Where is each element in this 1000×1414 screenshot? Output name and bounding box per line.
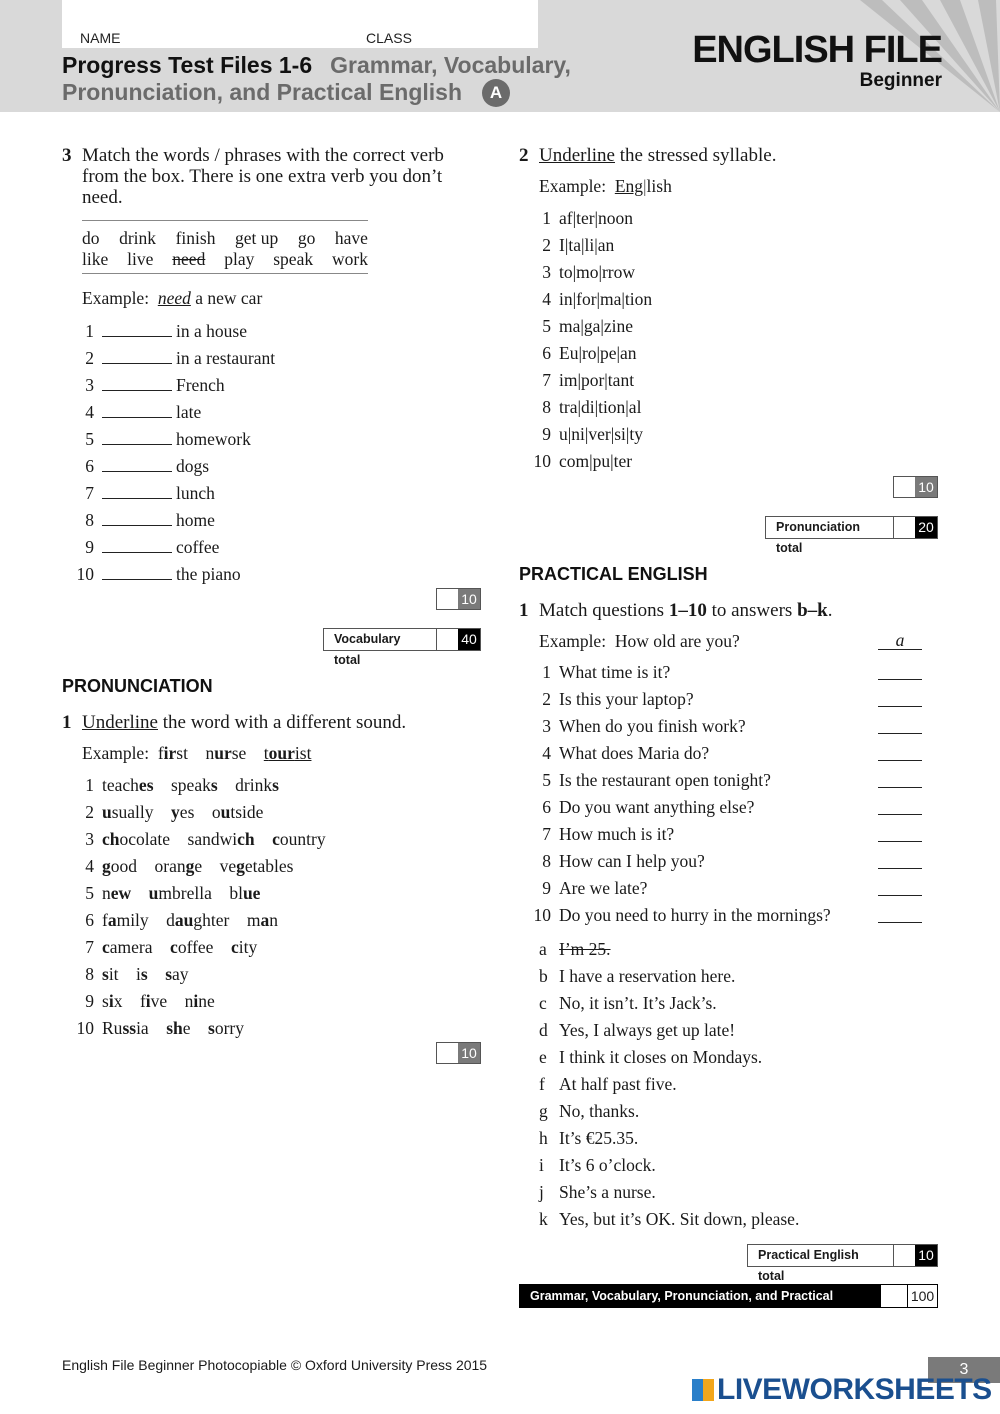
- grand-total-box: Grammar, Vocabulary, Pronunciation, and Practical English total 100: [519, 1284, 938, 1308]
- practical-question: 10 Do you need to hurry in the mornings?: [533, 905, 831, 925]
- practical-answer: i It’s 6 o’clock.: [539, 1155, 656, 1175]
- pron-q1-example: Example: first nurse tourist: [82, 743, 312, 763]
- pronunciation-heading: PRONUNCIATION: [62, 676, 213, 696]
- verb-option: speak: [273, 249, 314, 269]
- answer-blank[interactable]: [102, 350, 172, 364]
- practical-question: 6 Do you want anything else?: [542, 797, 755, 817]
- pron-q1-number: 1: [62, 712, 72, 733]
- vocab-item: 5 homework: [85, 429, 251, 449]
- practical-question: 4 What does Maria do?: [542, 743, 710, 763]
- practical-answer: j She’s a nurse.: [539, 1182, 656, 1202]
- pron-item: 5 new umbrella blue: [85, 883, 261, 903]
- pron-q2-number: 2: [519, 145, 529, 166]
- pron-item: 7 camera coffee city: [85, 937, 258, 957]
- practical-example: Example: How old are you?: [539, 631, 740, 651]
- syllable-word[interactable]: 4 in|for|ma|tion: [542, 289, 653, 309]
- practical-instruction: Match questions 1–10 to answers b–k.: [539, 600, 833, 621]
- test-title: Progress Test Files 1-6 Grammar, Vocabulary,: [62, 52, 571, 78]
- syllable-word[interactable]: 8 tra|di|tion|al: [542, 397, 642, 417]
- brand-logo: ENGLISH FILE Beginner: [692, 29, 942, 91]
- answer-blank[interactable]: [102, 377, 172, 391]
- verb-option: drink: [119, 228, 157, 248]
- verb-option: go: [297, 228, 316, 248]
- verb-box-row: [82, 249, 368, 270]
- syllable-word[interactable]: 2 I|ta|li|an: [542, 235, 615, 255]
- liveworksheets-watermark: LIVEWORKSHEETS: [692, 1373, 992, 1407]
- verb-option: have: [334, 228, 368, 248]
- verb-option: do: [82, 228, 100, 248]
- version-badge: A: [482, 79, 510, 107]
- pron-q1-score-box: 10: [436, 1042, 481, 1064]
- vocab-example: Example: need a new car: [82, 288, 263, 308]
- pron-item: 3 chocolate sandwich country: [85, 829, 326, 849]
- answer-line[interactable]: [878, 679, 922, 680]
- practical-answer: k Yes, but it’s OK. Sit down, please.: [539, 1209, 800, 1229]
- pron-q1-instruction: Underline the word with a different sound.: [82, 712, 407, 733]
- pron-item: 2 usually yes outside: [85, 802, 264, 822]
- syllable-word[interactable]: 9 u|ni|ver|si|ty: [542, 424, 644, 444]
- page-header: [0, 0, 1000, 112]
- practical-q1-number: 1: [519, 600, 529, 621]
- answer-line[interactable]: [878, 733, 922, 734]
- practical-question: 2 Is this your laptop?: [542, 689, 694, 709]
- verb-option: need: [172, 249, 206, 269]
- syllable-word[interactable]: 6 Eu|ro|pe|an: [542, 343, 637, 363]
- answer-line[interactable]: [878, 895, 922, 896]
- syllable-word[interactable]: 5 ma|ga|zine: [542, 316, 634, 336]
- pron-item: 6 family daughter man: [85, 910, 278, 930]
- example-answer-line: a: [878, 631, 922, 650]
- vocab-item: 10 the piano: [76, 564, 241, 584]
- pron-item: 10 Russia she sorry: [76, 1018, 244, 1038]
- practical-question: 8 How can I help you?: [542, 851, 705, 871]
- syllable-word[interactable]: 3 to|mo|rrow: [542, 262, 636, 282]
- practical-answer: e I think it closes on Mondays.: [539, 1047, 763, 1067]
- pron-item: 9 six five nine: [85, 991, 215, 1011]
- answer-line[interactable]: [878, 814, 922, 815]
- name-class-box: [62, 0, 538, 48]
- verb-option: finish: [175, 228, 216, 248]
- pron-item: 8 sit is say: [85, 964, 189, 984]
- practical-answer: g No, thanks.: [539, 1101, 640, 1121]
- answer-line[interactable]: [878, 868, 922, 869]
- practical-answer: c No, it isn’t. It’s Jack’s.: [539, 993, 717, 1013]
- pron-q2-score-box: 10: [893, 476, 938, 498]
- name-label: NAME: [80, 30, 121, 46]
- vocab-item: 2 in a restaurant: [85, 348, 276, 368]
- pron-item: 1 teaches speaks drinks: [85, 775, 279, 795]
- test-subtitle: Pronunciation, and Practical English A: [62, 79, 510, 107]
- vocabulary-total-box: Vocabulary total 40: [323, 628, 481, 651]
- pron-item: 4 good orange vegetables: [85, 856, 294, 876]
- verb-box-row: [82, 228, 368, 249]
- vocab-instruction: Match the words / phrases with the correct verb from the box. There is one extra verb you don’t need.: [82, 145, 444, 208]
- verb-option: work: [332, 249, 368, 269]
- answer-line[interactable]: [878, 787, 922, 788]
- vocab-question-number: 3: [62, 145, 72, 166]
- answer-blank[interactable]: [102, 458, 172, 472]
- verb-option: get up: [235, 228, 279, 248]
- practical-english-total-box: Practical English total 10: [747, 1244, 938, 1267]
- vocab-item: 3 French: [85, 375, 225, 395]
- answer-blank[interactable]: [102, 323, 172, 337]
- answer-line[interactable]: [878, 841, 922, 842]
- vocab-item: 7 lunch: [85, 483, 215, 503]
- verb-box: [82, 220, 368, 274]
- answer-blank[interactable]: [102, 404, 172, 418]
- practical-answer: b I have a reservation here.: [539, 966, 736, 986]
- pronunciation-total-box: Pronunciation total 20: [765, 516, 938, 539]
- copyright-footer: English File Beginner Photocopiable © Oxford University Press 2015: [62, 1357, 488, 1373]
- vocab-score-box: 10: [436, 588, 481, 610]
- syllable-word[interactable]: 10 com|pu|ter: [533, 451, 633, 471]
- page-number: 3: [928, 1357, 1000, 1383]
- practical-answer: a I’m 25.: [539, 939, 611, 959]
- answer-blank[interactable]: [102, 485, 172, 499]
- answer-blank[interactable]: [102, 566, 172, 580]
- practical-question: 5 Is the restaurant open tonight?: [542, 770, 771, 790]
- practical-english-heading: PRACTICAL ENGLISH: [519, 564, 708, 584]
- practical-answer: h It’s €25.35.: [539, 1128, 639, 1148]
- practical-answer: f At half past five.: [539, 1074, 677, 1094]
- vocab-item: 4 late: [85, 402, 202, 422]
- answer-line[interactable]: [878, 922, 922, 923]
- answer-blank[interactable]: [102, 431, 172, 445]
- verb-option: play: [224, 249, 255, 269]
- syllable-word[interactable]: 7 im|por|tant: [542, 370, 635, 390]
- answer-line[interactable]: [878, 706, 922, 707]
- verb-option: like: [82, 249, 109, 269]
- answer-blank[interactable]: [102, 512, 172, 526]
- practical-answer: d Yes, I always get up late!: [539, 1020, 736, 1040]
- vocab-item: 8 home: [85, 510, 215, 530]
- verb-option: live: [127, 249, 154, 269]
- answer-line[interactable]: [878, 760, 922, 761]
- vocab-item: 6 dogs: [85, 456, 210, 476]
- pron-q2-example: Example: Eng|lish: [539, 176, 672, 196]
- syllable-word[interactable]: 1 af|ter|noon: [542, 208, 634, 228]
- class-label: CLASS: [366, 30, 412, 46]
- answer-blank[interactable]: [102, 539, 172, 553]
- vocab-item: 1 in a house: [85, 321, 247, 341]
- practical-question: 7 How much is it?: [542, 824, 675, 844]
- practical-question: 1 What time is it?: [542, 662, 671, 682]
- vocab-item: 9 coffee: [85, 537, 220, 557]
- pron-q2-instruction: Underline the stressed syllable.: [539, 145, 777, 166]
- liveworksheets-logo-icon: [692, 1379, 714, 1401]
- practical-question: 9 Are we late?: [542, 878, 648, 898]
- practical-question: 3 When do you finish work?: [542, 716, 746, 736]
